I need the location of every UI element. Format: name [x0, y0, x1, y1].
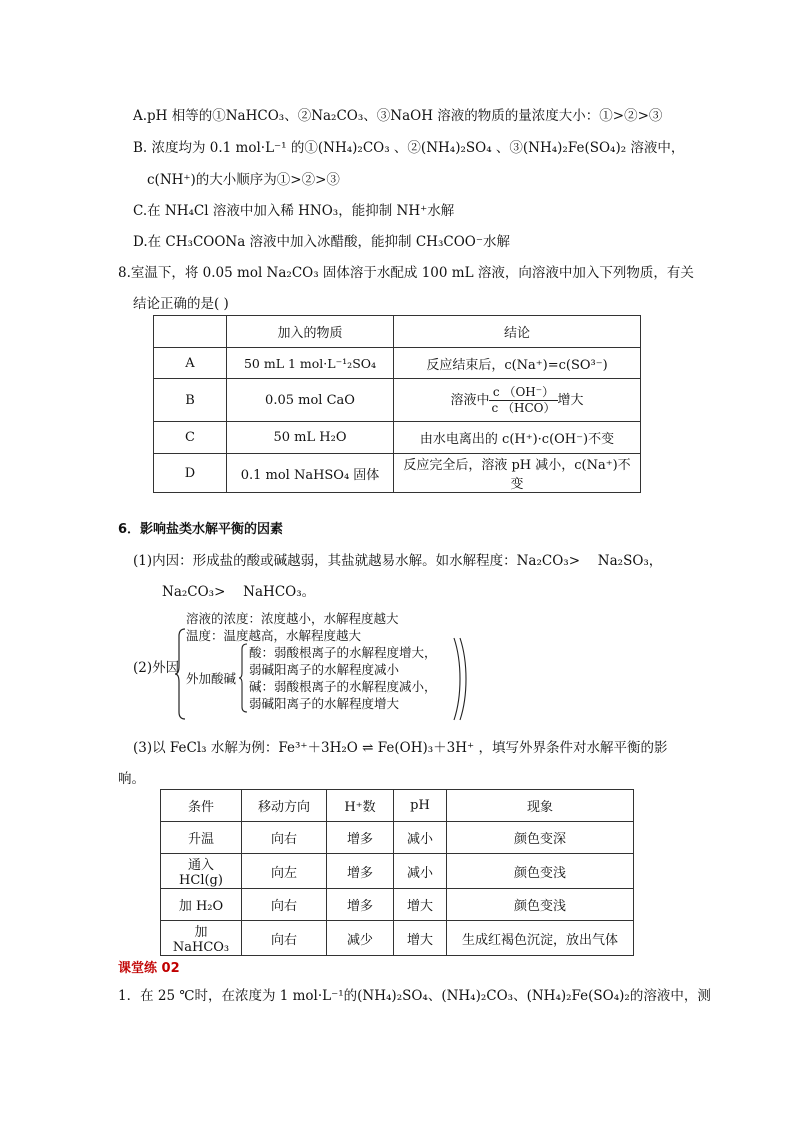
q7-option-b-line1: B. 浓度均为 0.1 mol·L⁻¹ 的①(NH₄)₂CO₃ 、②(NH₄)₂SO₄ 、③(NH₄)₂Fe(SO₄)₂ 溶液中， — [133, 140, 685, 156]
brace-line-temperature: 温度：温度越高，水解程度越大 — [186, 628, 362, 643]
conclusion-prefix: 溶液中 — [450, 392, 490, 408]
table-row — [154, 422, 641, 454]
table2-header-cell: 条件 — [161, 790, 242, 822]
internal-cause-line1: (1)内因：形成盐的酸或碱越弱，其盐就越易水解。如水解程度：Na₂CO₃> Na₂SO₃， — [133, 553, 663, 569]
table-row — [154, 348, 641, 379]
table2-header-cell: H⁺数 — [327, 790, 394, 822]
table-cell: 颜色变浅 — [447, 889, 634, 921]
practice-title: 课堂练 02 — [118, 961, 180, 976]
right-bracket-icon — [452, 636, 468, 722]
table-cell: 颜色变浅 — [447, 854, 634, 889]
q8-stem-line1: 8.室温下，将 0.05 mol Na₂CO₃ 固体溶于水配成 100 mL 溶液，向溶液中加入下列物质，有关 — [118, 265, 694, 281]
q7-option-b-line2: c(NH⁺)的大小顺序为①>②>③ — [147, 172, 340, 188]
row-label: C — [154, 422, 227, 454]
table-cell: 向左 — [242, 854, 327, 889]
row-conclusion: 反应完全后，溶液 pH 减小，c(Na⁺)不变 — [394, 454, 641, 493]
section-6-title: 6．影响盐类水解平衡的因素 — [118, 522, 284, 537]
table-cell: 增多 — [327, 822, 394, 854]
inner-brace-icon — [238, 643, 248, 713]
table-cell: 加 NaHCO₃ — [161, 921, 242, 956]
brace-sub-label: 外加酸碱 — [186, 671, 237, 686]
fraction-denominator: c （HCO） — [491, 400, 556, 415]
row-label: A — [154, 348, 227, 379]
conclusion-suffix: 增大 — [557, 392, 584, 408]
row-label: B — [154, 379, 227, 422]
row-substance: 50 mL 1 mol·L⁻¹₂SO₄ — [227, 348, 394, 379]
table-cell: 向右 — [242, 921, 327, 956]
brace-sub-line-base2: 弱碱阳离子的水解程度增大 — [249, 696, 400, 711]
brace-sub-line-acid2: 弱碱阳离子的水解程度减小 — [249, 662, 400, 677]
q8-header-cell: 结论 — [394, 316, 641, 348]
fraction-numerator: c （OH⁻） — [489, 385, 557, 401]
q8-stem-line2: 结论正确的是( ) — [133, 296, 229, 312]
table-cell: 升温 — [161, 822, 242, 854]
table2-header-cell: 现象 — [447, 790, 634, 822]
q7-option-d: D.在 CH₃COONa 溶液中加入冰醋酸，能抑制 CH₃COO⁻水解 — [133, 234, 510, 250]
row-substance: 50 mL H₂O — [227, 422, 394, 454]
table-cell: 向右 — [242, 822, 327, 854]
table2-header-cell: 移动方向 — [242, 790, 327, 822]
left-brace-icon — [174, 628, 186, 720]
fecl3-line2: 响。 — [118, 771, 145, 787]
practice-question-1: 1．在 25 ℃时，在浓度为 1 mol·L⁻¹的(NH₄)₂SO₄、(NH₄)₂CO₃、(NH₄)₂Fe(SO₄)₂的溶液中，测 — [118, 988, 711, 1004]
table-row — [154, 454, 641, 493]
row-substance: 0.05 mol CaO — [227, 379, 394, 422]
q8-table-header — [154, 316, 641, 348]
table-cell: 向右 — [242, 889, 327, 921]
brace-line-concentration: 溶液的浓度：浓度越小，水解程度越大 — [186, 611, 399, 626]
brace-sub-line-base1: 碱：弱酸根离子的水解程度减小， — [249, 679, 437, 694]
external-cause-label: (2)外因 — [133, 660, 180, 676]
internal-cause-line2: Na₂CO₃> NaHCO₃。 — [162, 584, 316, 600]
table-cell: 增多 — [327, 854, 394, 889]
q7-option-c: C.在 NH₄Cl 溶液中加入稀 HNO₃，能抑制 NH⁺水解 — [133, 203, 455, 219]
table-cell: 颜色变深 — [447, 822, 634, 854]
row-conclusion — [394, 379, 641, 422]
fraction — [489, 385, 557, 416]
q7-option-a: A.pH 相等的①NaHCO₃、②Na₂CO₃、③NaOH 溶液的物质的量浓度大小：①>②>③ — [133, 108, 663, 124]
table-cell: 减小 — [394, 854, 447, 889]
row-conclusion: 反应结束后，c(Na⁺)=c(SO³⁻) — [394, 348, 641, 379]
brace-sub-line-acid1: 酸：弱酸根离子的水解程度增大， — [249, 645, 437, 660]
table-cell: 减小 — [394, 822, 447, 854]
table-row — [161, 921, 634, 956]
table-cell: 减少 — [327, 921, 394, 956]
table-cell: 加 H₂O — [161, 889, 242, 921]
fecl3-line1: (3)以 FeCl₃ 水解为例：Fe³⁺＋3H₂O ⇌ Fe(OH)₃＋3H⁺ ，填写外界条件对水解平衡的影 — [133, 740, 668, 756]
table-row — [161, 854, 634, 889]
row-substance: 0.1 mol NaHSO₄ 固体 — [227, 454, 394, 493]
hydrolysis-conditions-table — [160, 789, 634, 956]
table-row — [161, 889, 634, 921]
table-cell: 通入 HCl(g) — [161, 854, 242, 889]
table-cell: 生成红褐色沉淀，放出气体 — [447, 921, 634, 956]
table-row — [161, 822, 634, 854]
table-cell: 增大 — [394, 889, 447, 921]
table-cell: 增大 — [394, 921, 447, 956]
q8-header-cell: 加入的物质 — [227, 316, 394, 348]
row-label: D — [154, 454, 227, 493]
row-conclusion: 由水电离出的 c(H⁺)·c(OH⁻)不变 — [394, 422, 641, 454]
q8-header-cell — [154, 316, 227, 348]
table2-header-cell: pH — [394, 790, 447, 822]
table-row — [154, 379, 641, 422]
q8-table — [153, 315, 641, 493]
table-cell: 增多 — [327, 889, 394, 921]
table2-header — [161, 790, 634, 822]
